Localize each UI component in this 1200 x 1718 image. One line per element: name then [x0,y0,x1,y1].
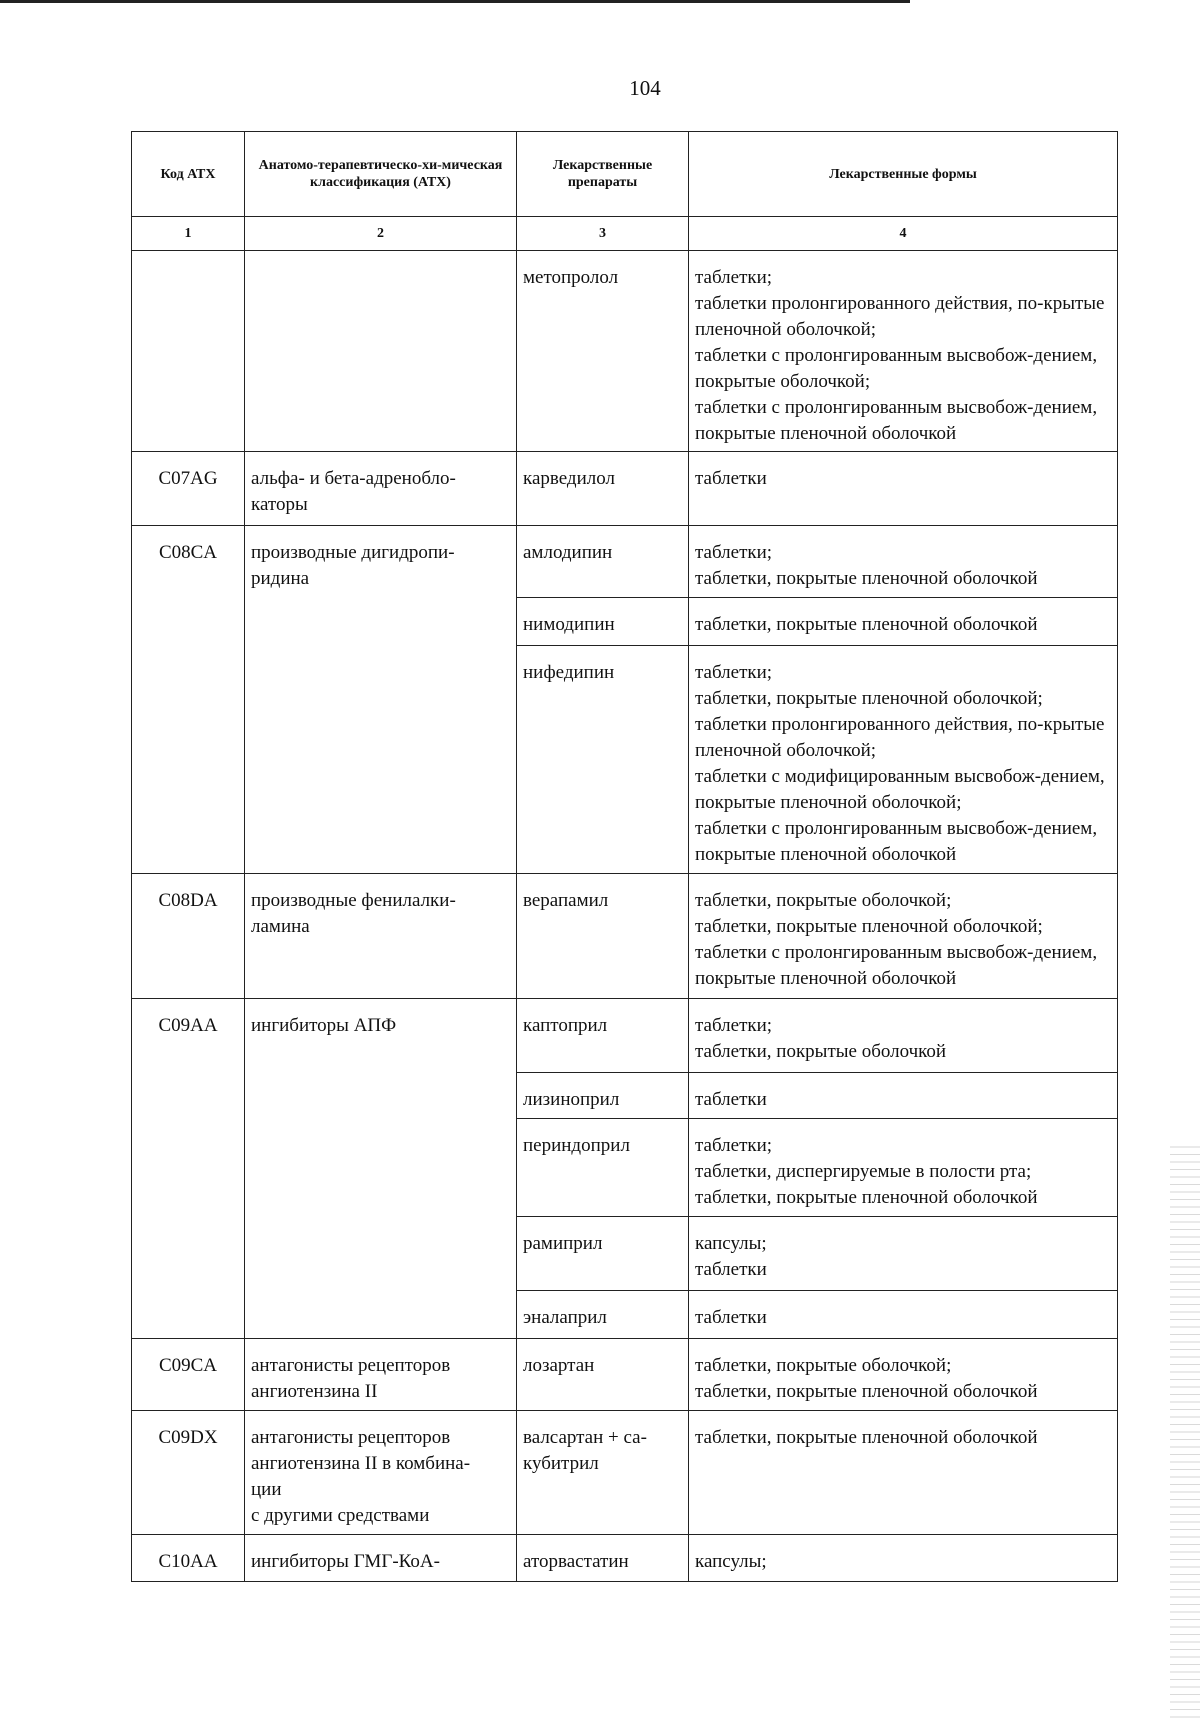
class-line: ции [251,1479,282,1500]
form-line: таблетки, покрытые пленочной оболочкой; [695,916,1043,937]
drug-cell: амлодипин [517,526,689,598]
forms-cell [689,251,1118,452]
forms-cell [689,1217,1118,1291]
form-line: таблетки, покрытые оболочкой [695,1041,947,1062]
atx-code-cell: C09AA [132,999,245,1339]
forms-cell [689,452,1118,526]
atx-code-cell: C08CA [132,526,245,874]
classification-cell [245,251,517,452]
form-line: таблетки пролонгированного действия, по-крытые пленочной оболочкой; [695,714,1105,761]
table-row [132,452,1118,526]
drug-cell: периндоприл [517,1119,689,1217]
drug-cell: нифедипин [517,646,689,874]
forms-cell [689,1339,1118,1411]
form-line: таблетки [695,468,767,489]
classification-cell: производные фенилалки-ламина [245,874,517,999]
drug-cell: метопролол [517,251,689,452]
forms-cell [689,526,1118,598]
top-scan-rule [0,0,910,3]
table-row [132,1411,1118,1535]
drug-cell: лизиноприл [517,1073,689,1119]
atx-code-cell: C08DA [132,874,245,999]
table-header-row [132,132,1118,217]
table-row [132,1535,1118,1582]
classification-cell [245,1411,517,1535]
atx-table [131,131,1118,1582]
column-number: 1 [132,217,245,251]
drug-cell: рамиприл [517,1217,689,1291]
forms-cell [689,646,1118,874]
forms-cell [689,1291,1118,1339]
column-number-row [132,217,1118,251]
form-line: таблетки, диспергируемые в полости рта; [695,1161,1032,1182]
form-line: таблетки, покрытые пленочной оболочкой [695,1187,1038,1208]
form-line: таблетки с модифицированным высвобож-дением, покрытые пленочной оболочкой; [695,766,1105,813]
forms-cell [689,1535,1118,1582]
column-number: 2 [245,217,517,251]
atx-code-cell [132,251,245,452]
header-code: Код АТХ [132,132,245,217]
form-line: таблетки; [695,1135,773,1156]
drug-cell: аторвастатин [517,1535,689,1582]
forms-cell [689,1073,1118,1119]
table-row [132,874,1118,999]
form-line: капсулы; [695,1233,767,1254]
form-line: таблетки; [695,662,773,683]
page-number: 104 [629,76,661,100]
form-line: таблетки с пролонгированным высвобож-дением, покрытые пленочной оболочкой [695,818,1098,865]
form-line: капсулы; [695,1551,767,1572]
class-line: ангиотензина II в комбина- [251,1453,471,1474]
table-row [132,1339,1118,1411]
drug-cell: карведилол [517,452,689,526]
header-classification: Анатомо-терапевтическо-хи-мическая классификация (АТХ) [245,132,517,217]
drug-cell: эналаприл [517,1291,689,1339]
table-row [132,526,1118,598]
class-line: антагонисты рецепторов [251,1427,451,1448]
form-line: таблетки, покрытые пленочной оболочкой [695,568,1038,589]
form-line: таблетки, покрытые оболочкой; [695,1355,952,1376]
forms-cell [689,598,1118,646]
form-line: таблетки; [695,267,773,288]
form-line: таблетки, покрытые оболочкой; [695,890,952,911]
classification-cell: ингибиторы АПФ [245,999,517,1339]
drug-cell: валсартан + са-кубитрил [517,1411,689,1535]
form-line: таблетки; [695,542,773,563]
form-line: таблетки, покрытые пленочной оболочкой [695,1427,1038,1448]
drug-cell: каптоприл [517,999,689,1073]
table-row [132,999,1118,1073]
forms-cell [689,874,1118,999]
drug-cell: лозартан [517,1339,689,1411]
atx-code-cell: C09DX [132,1411,245,1535]
classification-cell: альфа- и бета-адренобло-каторы [245,452,517,526]
forms-cell [689,1411,1118,1535]
form-line: таблетки, покрытые пленочной оболочкой; [695,688,1043,709]
form-line: таблетки [695,1259,767,1280]
forms-cell [689,1119,1118,1217]
drug-cell: нимодипин [517,598,689,646]
scan-edge-artifact [1170,1140,1200,1718]
form-line: таблетки [695,1089,767,1110]
forms-cell [689,999,1118,1073]
form-line: таблетки, покрытые пленочной оболочкой [695,614,1038,635]
classification-cell: антагонисты рецепторов ангиотензина II [245,1339,517,1411]
classification-cell: ингибиторы ГМГ-КоА- [245,1535,517,1582]
atx-code-cell: C09CA [132,1339,245,1411]
form-line: таблетки; [695,1015,773,1036]
header-drugs: Лекарственные препараты [517,132,689,217]
table-row [132,251,1118,452]
form-line: таблетки с пролонгированным высвобож-дением, покрытые оболочкой; [695,345,1098,392]
form-line: таблетки [695,1307,767,1328]
atx-code-cell: C10AA [132,1535,245,1582]
form-line: таблетки с пролонгированным высвобож-дением, покрытые пленочной оболочкой [695,942,1098,989]
drug-cell: верапамил [517,874,689,999]
atx-code-cell: C07AG [132,452,245,526]
form-line: таблетки пролонгированного действия, по-крытые пленочной оболочкой; [695,293,1105,340]
class-line: с другими средствами [251,1505,430,1526]
form-line: таблетки с пролонгированным высвобож-дением, покрытые пленочной оболочкой [695,397,1098,444]
classification-cell: производные дигидропи-ридина [245,526,517,874]
column-number: 4 [689,217,1118,251]
header-forms: Лекарственные формы [689,132,1118,217]
column-number: 3 [517,217,689,251]
form-line: таблетки, покрытые пленочной оболочкой [695,1381,1038,1402]
